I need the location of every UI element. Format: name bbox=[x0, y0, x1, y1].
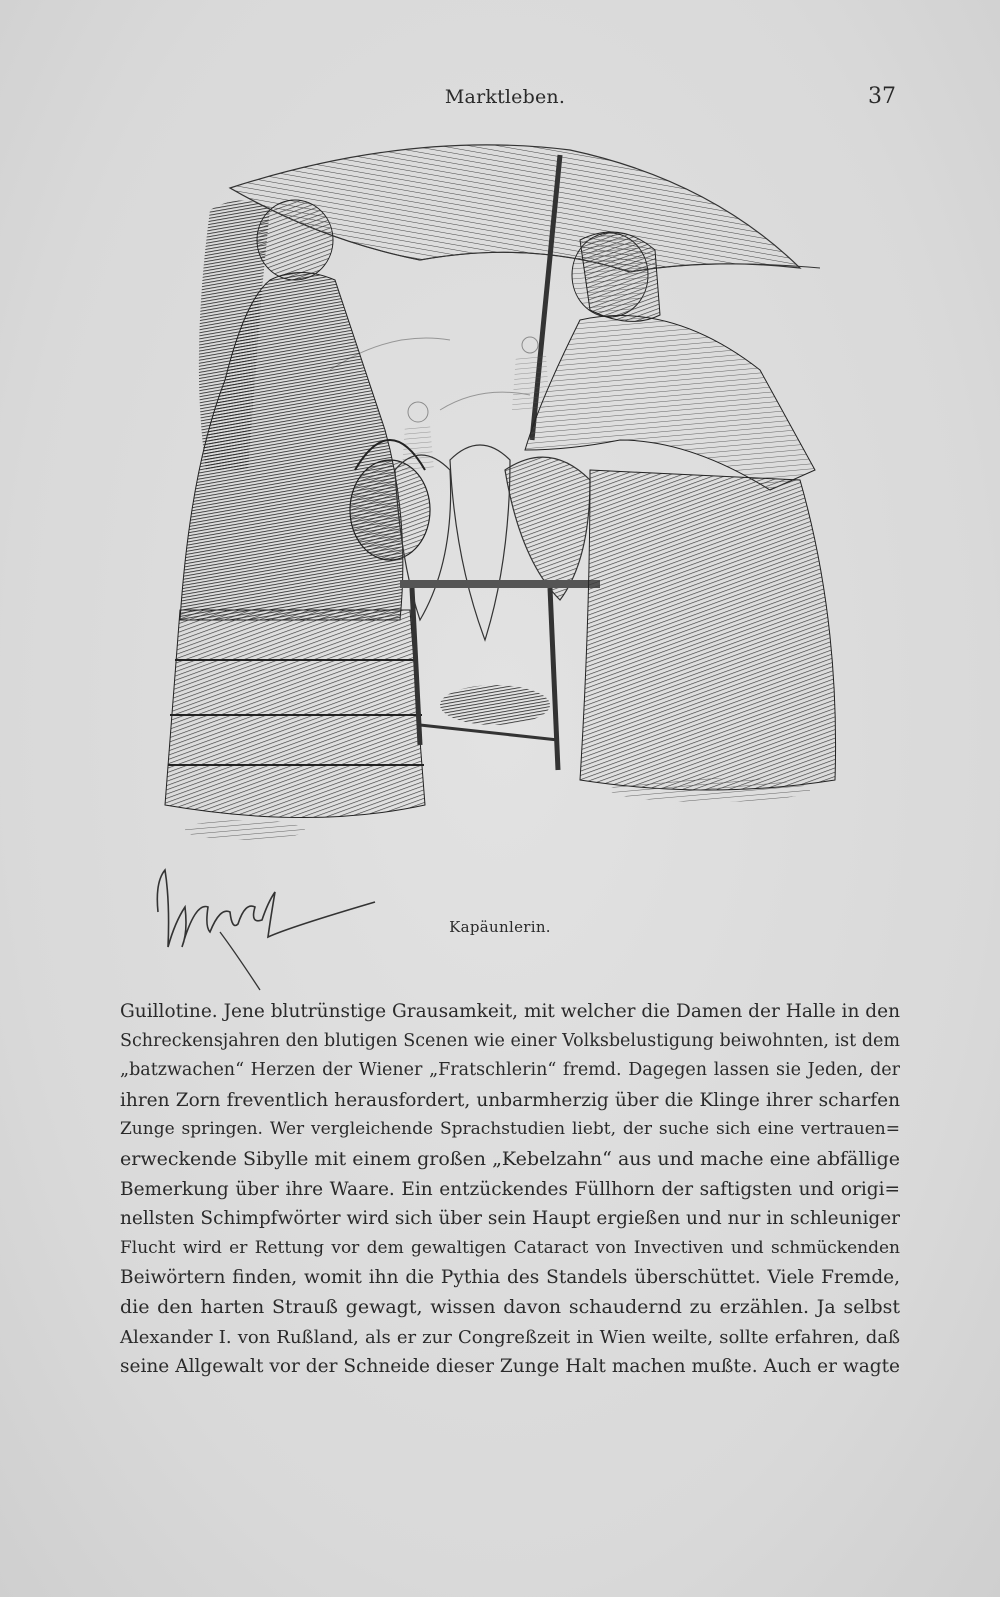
woman-with-basket bbox=[165, 200, 430, 840]
text-line: seine Allgewalt vor der Schneide dieser Zunge Halt machen mußte. Auch er wagte bbox=[120, 1356, 900, 1378]
text-line: Schreckensjahren den blutigen Scenen wie einer Volksbelustigung beiwohnten, ist dem bbox=[120, 1030, 900, 1051]
text-line: die den harten Strauß gewagt, wissen davon schaudernd zu erzählen. Ja selbst bbox=[120, 1295, 900, 1318]
text-line: erweckende Sibylle mit einem großen „Kebelzahn“ aus und mache eine abfällige bbox=[120, 1147, 900, 1170]
text-line: nellsten Schimpfwörter wird sich über sein Haupt ergießen und nur in schleuniger bbox=[120, 1208, 900, 1230]
text-line: Beiwörtern finden, womit ihn die Pythia des Standels überschüttet. Viele Fremde, bbox=[120, 1267, 900, 1289]
text-line: ihren Zorn freventlich herausfordert, unbarmherzig über die Klinge ihrer scharfen bbox=[120, 1089, 900, 1111]
figure-caption: Kapäunlerin. bbox=[449, 918, 551, 936]
body-text bbox=[120, 997, 900, 1382]
engraving-illustration bbox=[150, 140, 850, 860]
page-number: 37 bbox=[868, 84, 896, 109]
text-line: Alexander I. von Rußland, als er zur Congreßzeit in Wien weilte, sollte erfahren, daß bbox=[120, 1326, 900, 1348]
text-line: Guillotine. Jene blutrünstige Grausamkeit, mit welcher die Damen der Halle in den bbox=[120, 1001, 900, 1022]
text-line: Flucht wird er Rettung vor dem gewaltigen Cataract von Invectiven und schmückenden bbox=[120, 1237, 900, 1258]
text-line: Bemerkung über ihre Waare. Ein entzückendes Füllhorn der saftigsten und origi= bbox=[120, 1178, 900, 1200]
text-line: „batzwachen“ Herzen der Wiener „Fratschlerin“ fremd. Dagegen lassen sie Jeden, der bbox=[120, 1060, 900, 1081]
text-line: Zunge springen. Wer vergleichende Sprachstudien liebt, der suche sich eine vertrauen= bbox=[120, 1119, 900, 1140]
running-title: Marktleben. bbox=[444, 86, 566, 108]
